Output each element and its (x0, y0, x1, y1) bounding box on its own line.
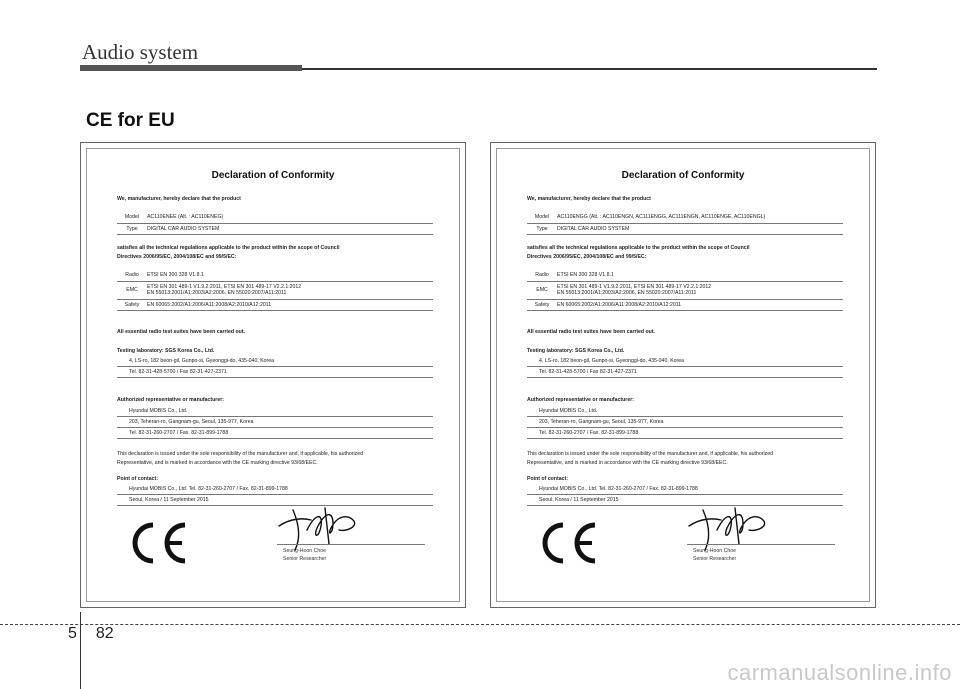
standards-table (117, 270, 433, 311)
lab_lines-list (117, 356, 433, 378)
rep_lines-item: Tel. 82-31-260-2707 / Fax. 82-31-899-1788 (527, 428, 843, 439)
product-value (557, 224, 843, 235)
signature-line (277, 544, 425, 545)
lab_lines-item: 4, LS-ro, 182 beon-gil, Gunpo-si, Gyeonggi-do, 435-040, Korea (527, 356, 843, 367)
rep_lines-item: 203, Teheran-ro, Gangnam-gu, Seoul, 135-977, Korea (117, 417, 433, 428)
contact_lines-list (527, 484, 843, 506)
section-title: CE for EU (86, 110, 175, 131)
rep_lines-item: Hyundai MOBIS Co., Ltd. (117, 406, 433, 417)
lab_lines-item: Tel. 82-31-428-5700 / Fax 82-31-427-2371 (527, 367, 843, 378)
product-value (147, 224, 433, 235)
rep_lines-item: Hyundai MOBIS Co., Ltd. (527, 406, 843, 417)
page-number-value: 82 (95, 625, 114, 642)
rep_lines-item: 203, Teheran-ro, Gangnam-gu, Seoul, 135-977, Korea (527, 417, 843, 428)
lab_lines-item: 4, LS-ro, 182 beon-gil, Gunpo-si, Gyeonggi-do, 435-040, Korea (117, 356, 433, 367)
standards-value-line: EN 60065:2002/A1:2006/A11:2008/A2:2010/A12:2011 (147, 301, 272, 308)
signer-title: Senior Researcher (283, 556, 327, 562)
footer-dashed-line (0, 624, 960, 625)
regs-line-2: Directives 2006/95/EC, 2004/108/EC and 99/5/EC: (527, 254, 647, 260)
standards-key: Radio (125, 272, 139, 279)
product-row (527, 212, 843, 224)
tests-done-text: All essential radio test suites have been carried out. (117, 329, 246, 335)
doc-title: Declaration of Conformity (621, 170, 745, 181)
standards-row (527, 300, 843, 312)
product-value (557, 212, 843, 223)
standards-value (557, 300, 843, 311)
contact-heading: Point of contact: (117, 476, 158, 482)
declaration (496, 148, 870, 602)
standards-key: EMC (126, 287, 138, 293)
standards-value-line: EN 55013:2001/A1:2003/A2:2006, EN 55020:2007/A11:2011 (147, 290, 287, 296)
standards-value-line: EN 60065:2002/A1:2006/A11:2008/A2:2010/A12:2011 (557, 301, 682, 308)
intro-text: We, manufacturer, hereby declare that the product (117, 196, 241, 202)
chapter-number: 5 (68, 625, 77, 642)
contact_lines-item: Hyundai MOBIS Co., Ltd. Tel. 82-31-260-2707 / Fax. 82-31-899-1788 (117, 484, 433, 495)
standards-row (117, 300, 433, 312)
product-key: Type (126, 225, 138, 232)
standards-key: Radio (535, 272, 549, 279)
standards-key: EMC (536, 287, 548, 293)
product-value-line: DIGITAL CAR AUDIO SYSTEM (557, 225, 630, 232)
statement-line-2: Representative, and is marked in accordance with the CE marking directive 93/68/EEC. (527, 460, 728, 466)
contact_lines-item: Hyundai MOBIS Co., Ltd. Tel. 82-31-260-2707 / Fax. 82-31-899-1788 (527, 484, 843, 495)
signer-block (693, 547, 736, 563)
standards-row (117, 282, 433, 300)
contact-heading: Point of contact: (527, 476, 568, 482)
regs-line-1: satisfies all the technical regulations applicable to the product within the scope of Council (527, 245, 750, 251)
contact_lines-list (117, 484, 433, 506)
standards-value (557, 270, 843, 281)
product-row (117, 212, 433, 224)
rep_lines-list (527, 406, 843, 439)
signer-title: Senior Researcher (693, 556, 737, 562)
product-row (117, 224, 433, 236)
signer-name: Seung-Hoon Choe (283, 548, 326, 554)
product-value-line: AC110ENEE (Alt. : AC110ENEG) (147, 214, 224, 220)
lab_lines-item: Tel. 82-31-428-5700 / Fax 82-31-427-2371 (117, 367, 433, 378)
standards-value-line: ETSI EN 300 328 V1.8.1 (147, 272, 204, 278)
standards-key: Safety (124, 301, 140, 308)
product-key: Type (536, 225, 548, 232)
signer-name: Seung-Hoon Choe (693, 548, 736, 554)
standards-key: Safety (534, 301, 550, 308)
watermark: carmanualsonline.info (727, 660, 952, 685)
rep-heading: Authorized representative or manufacturer: (117, 397, 224, 403)
header-rule-thin (302, 68, 877, 70)
chapter-title: Audio system (82, 40, 199, 64)
standards-row (117, 270, 433, 282)
header-rule-thick (80, 65, 302, 71)
standards-value-line: ETSI EN 301 489-1 V1.9.2:2011, ETSI EN 301 489-17 V2.2.1:2012 (557, 283, 712, 290)
regs-line-2: Directives 2006/95/EC, 2004/108/EC and 99/5/EC: (117, 254, 237, 260)
product-value-line: DIGITAL CAR AUDIO SYSTEM (147, 225, 220, 232)
lab_lines-list (527, 356, 843, 378)
lab-heading: Testing laboratory: SGS Korea Co., Ltd. (117, 348, 215, 354)
standards-value-line: ETSI EN 300 328 V1.8.1 (557, 272, 614, 278)
signer-block (283, 547, 326, 563)
product-table (527, 212, 843, 235)
declaration-panel-left (80, 142, 466, 608)
product-table (117, 212, 433, 235)
tests-done-text: All essential radio test suites have been carried out. (527, 329, 656, 335)
product-key: Model (124, 214, 140, 221)
rep_lines-list (117, 406, 433, 439)
rep_lines-item: Tel. 82-31-260-2707 / Fax. 82-31-899-1788 (117, 428, 433, 439)
standards-value (147, 270, 433, 281)
regs-line-1: satisfies all the technical regulations applicable to the product within the scope of Council (117, 245, 340, 251)
standards-row (527, 270, 843, 282)
standards-row (527, 282, 843, 300)
lab-heading: Testing laboratory: SGS Korea Co., Ltd. (527, 348, 625, 354)
doc-title: Declaration of Conformity (211, 170, 335, 181)
statement-line-1: This declaration is issued under the sole responsibility of the manufacturer and, if applicable, his authorized (527, 451, 773, 457)
intro-text: We, manufacturer, hereby declare that the product (527, 196, 651, 202)
declaration-panel-right (490, 142, 876, 608)
rep-heading: Authorized representative or manufacturer: (527, 397, 634, 403)
product-value (147, 212, 433, 223)
page-number (68, 625, 114, 643)
statement-line-1: This declaration is issued under the sole responsibility of the manufacturer and, if applicable, his authorized (117, 451, 363, 457)
declaration (86, 148, 460, 602)
signature-line (687, 544, 835, 545)
ce-mark-icon (539, 521, 599, 565)
contact_lines-item: Seoul, Korea / 11 September 2015 (117, 495, 433, 506)
footer-vertical-line (80, 612, 81, 689)
standards-value (147, 300, 433, 311)
standards-table (527, 270, 843, 311)
product-key: Model (534, 214, 550, 221)
standards-value-line: ETSI EN 301 489-1 V1.9.2:2011, ETSI EN 301 489-17 V2.2.1:2012 (147, 283, 302, 290)
standards-value (147, 282, 433, 299)
product-row (527, 224, 843, 236)
statement-line-2: Representative, and is marked in accordance with the CE marking directive 93/68/EEC. (117, 460, 318, 466)
product-value-line: AC110ENGG (Alt. : AC110ENGN, AC111ENGG, AC111ENGN, AC110ENGE, AC110ENGL) (557, 214, 766, 220)
standards-value (557, 282, 843, 299)
standards-value-line: EN 55013:2001/A1:2003/A2:2006, EN 55020:2007/A11:2011 (557, 290, 697, 296)
ce-mark-icon (129, 521, 189, 565)
contact_lines-item: Seoul, Korea / 11 September 2015 (527, 495, 843, 506)
